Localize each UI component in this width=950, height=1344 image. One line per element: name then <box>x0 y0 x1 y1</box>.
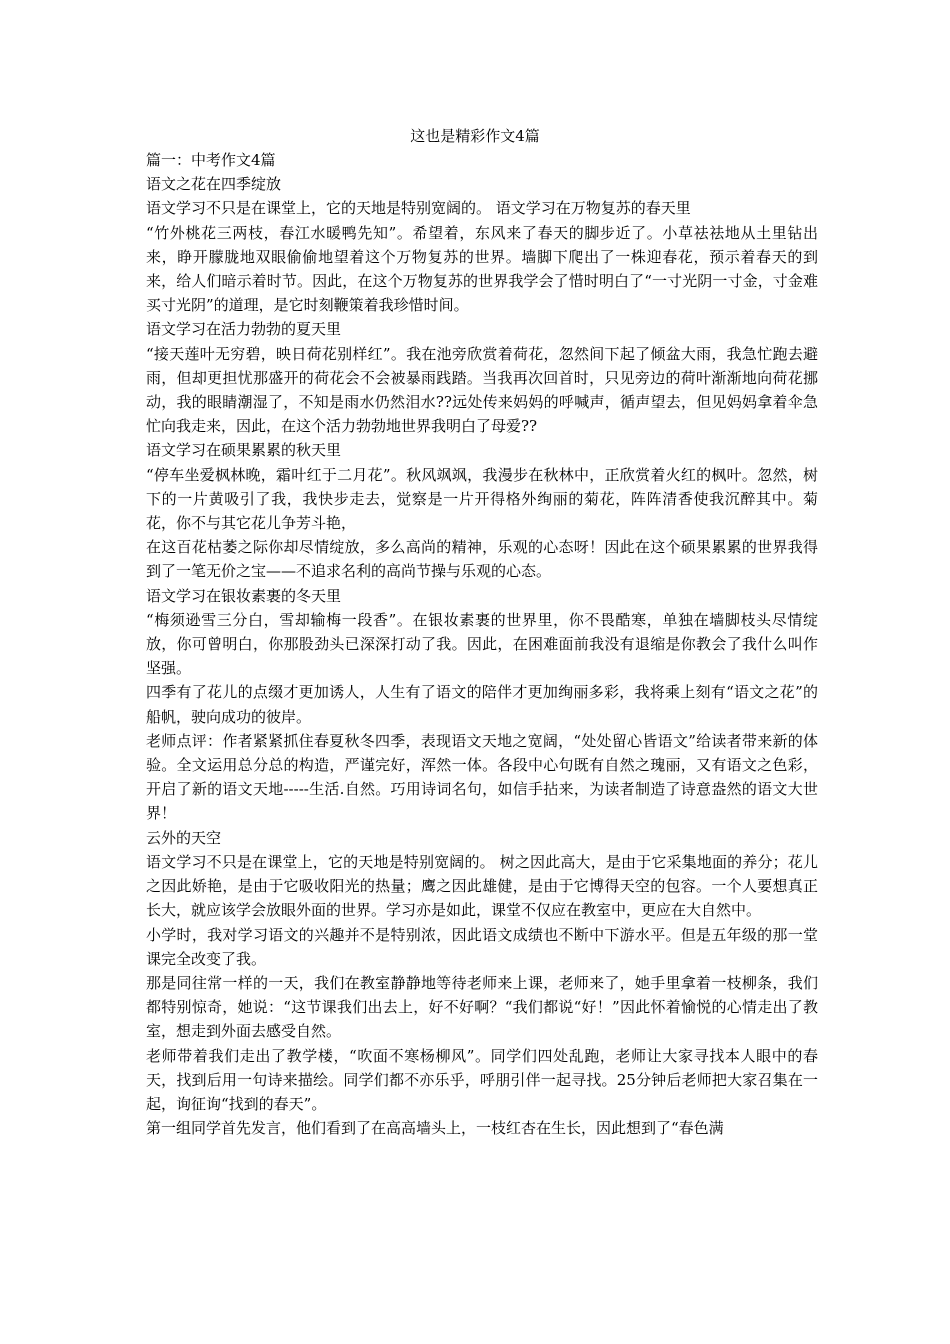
paragraph: 语文学习不只是在课堂上，它的天地是特别宽阔的。 语文学习在万物复苏的春天里 <box>146 199 691 218</box>
teacher-comment: 老师点评：作者紧紧抓住春夏秋冬四季，表现语文天地之宽阔，“处处留心皆语文”给读者带来新的体验。全文运用总分总的构造，严谨完好，浑然一体。各段中心句既有自然之瑰丽，又有语文之色彩，开启了新的语文天地-----生活.自然。巧用诗词名句，如信手拈来，为读者制造了诗意盎然的语文大世界！ <box>146 731 818 823</box>
paragraph: 那是同往常一样的一天，我们在教室静静地等待老师来上课，老师来了，她手里拿着一枝柳条，我们都特别惊奇，她说：“这节课我们出去上，好不好啊？“我们都说“好！”因此怀着愉悦的心情走出了教室，想走到外面去感受自然。 <box>146 973 818 1041</box>
essay-title: 语文之花在四季绽放 <box>146 175 282 194</box>
subheading: 语文学习在硕果累累的秋天里 <box>146 441 342 460</box>
paragraph: 小学时，我对学习语文的兴趣并不是特别浓，因此语文成绩也不断中下游水平。但是五年级的那一堂课完全改变了我。 <box>146 925 818 968</box>
section-heading: 篇一：中考作文4篇 <box>146 151 276 169</box>
paragraph: “梅须逊雪三分白，雪却输梅一段香”。在银妆素裹的世界里，你不畏酷寒，单独在墙脚枝头尽情绽放，你可曾明白，你那股劲头已深深打动了我。因此，在困难面前我没有退缩是你教会了我什么叫作坚强。 <box>146 610 818 678</box>
paragraph: 老师带着我们走出了教学楼，“吹面不寒杨柳风”。同学们四处乱跑，老师让大家寻找本人眼中的春天，找到后用一句诗来描绘。同学们都不亦乐乎，呼朋引伴一起寻找。25分钟后老师把大家召集在一起，询征询“找到的春天”。 <box>146 1046 818 1113</box>
document-title: 这也是精彩作文4篇 <box>410 127 540 145</box>
paragraph: 语文学习不只是在课堂上，它的天地是特别宽阔的。 树之因此高大，是由于它采集地面的养分；花儿之因此娇艳，是由于它吸收阳光的热量；鹰之因此雄健，是由于它博得天空的包容。一个人要想真正长大，就应该学会放眼外面的世界。学习亦是如此，课堂不仅应在教室中，更应在大自然中。 <box>146 852 818 920</box>
subheading: 语文学习在银妆素裹的冬天里 <box>146 586 342 605</box>
subheading: 语文学习在活力勃勃的夏天里 <box>146 320 342 339</box>
paragraph: 四季有了花儿的点缀才更加诱人，人生有了语文的陪伴才更加绚丽多彩，我将乘上刻有“语文之花”的船帆，驶向成功的彼岸。 <box>146 683 818 726</box>
document-body <box>146 148 818 1140</box>
essay-title: 云外的天空 <box>146 828 222 847</box>
paragraph: 第一组同学首先发言，他们看到了在高高墙头上，一枝红杏在生长，因此想到了“春色满 <box>146 1119 724 1138</box>
paragraph: “接天莲叶无穷碧，映日荷花别样红”。我在池旁欣赏着荷花，忽然间下起了倾盆大雨，我急忙跑去避雨，但却更担忧那盛开的荷花会不会被暴雨践踏。当我再次回首时，只见旁边的荷叶渐渐地向荷花挪动，我的眼睛潮湿了，不知是雨水仍然泪水??远处传来妈妈的呼喊声，循声望去，但见妈妈拿着伞急忙向我走来，因此，在这个活力勃勃地世界我明白了母爱?? <box>146 344 818 436</box>
paragraph: “竹外桃花三两枝，春江水暖鸭先知”。希望着，东风来了春天的脚步近了。小草祛祛地从土里钻出来，睁开朦胧地双眼偷偷地望着这个万物复苏的世界。墙脚下爬出了一株迎春花，预示着春天的到来，给人们暗示着时节。因此，在这个万物复苏的世界我学会了惜时明白了“一寸光阴一寸金，寸金难买寸光阴”的道理，是它时刻鞭策着我珍惜时间。 <box>146 223 818 315</box>
paragraph: 在这百花枯萎之际你却尽情绽放，多么高尚的精神，乐观的心态呀！因此在这个硕果累累的世界我得到了一笔无价之宝——不追求名利的高尚节操与乐观的心态。 <box>146 538 818 581</box>
paragraph: “停车坐爱枫林晚，霜叶红于二月花”。秋风飒飒，我漫步在秋林中，正欣赏着火红的枫叶。忽然，树下的一片黄吸引了我，我快步走去，觉察是一片开得格外绚丽的菊花，阵阵清香使我沉醉其中。菊花，你不与其它花儿争芳斗艳， <box>146 465 818 533</box>
